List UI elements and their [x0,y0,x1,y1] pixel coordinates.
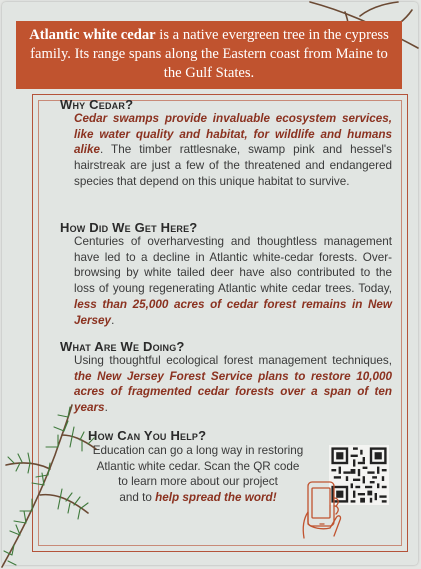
help-line-1: Education can go a long way in restoring [92,444,304,457]
paragraph-why-cedar [74,111,392,190]
doing-text: Using thoughtful ecological forest management techniques, [74,354,392,367]
how-end: . [111,313,115,327]
paragraph-what-are-we-doing [74,353,392,416]
paragraph-how-did-we-get-here [74,234,392,328]
cedar-branch-icon [0,395,110,569]
heading-what-are-we-doing: What Are We Doing? [60,339,185,354]
heading-why-cedar: Why Cedar? [60,97,134,112]
heading-how-can-you-help: How Can You Help? [88,428,207,443]
help-emphasis: help spread the word! [155,491,277,505]
help-line-2: Atlantic white cedar. Scan the QR code [96,459,300,473]
help-line-3: to learn more about our project [118,475,278,489]
banner-lead: Atlantic white cedar [29,27,156,43]
why-emphasis: Cedar swamps provide invaluable ecosystem services, like water quality and habitat, for wildlife and humans alike [74,112,392,157]
why-text: . The timber rattlesnake, swamp pink and hessel's hairstreak are just a few of the threatened and endangered species that depend on this unique habitat to survive. [74,143,392,188]
how-text: Centuries of overharvesting and thoughtless management have led to a decline in Atlantic white-cedar forests. Over-browsing by white tailed deer have also contributed to the loss of young regenerating Atlantic white cedar trees. Today, [74,235,392,296]
banner-text: is a native evergreen tree in the cypress family. Its range spans along the Eastern coast from Maine to the Gulf States. [30,27,389,81]
doing-end: . [104,401,108,415]
phone-icon [298,478,348,540]
help-line-4-text: and to [119,491,156,505]
how-emphasis: less than 25,000 acres of cedar forest remains in New Jersey [74,297,392,327]
doing-emphasis: the New Jersey Forest Service plans to restore 10,000 acres of fragmented cedar forests over a span of ten years [74,369,392,415]
heading-how-did-we-get-here: How Did We Get Here? [60,220,198,235]
